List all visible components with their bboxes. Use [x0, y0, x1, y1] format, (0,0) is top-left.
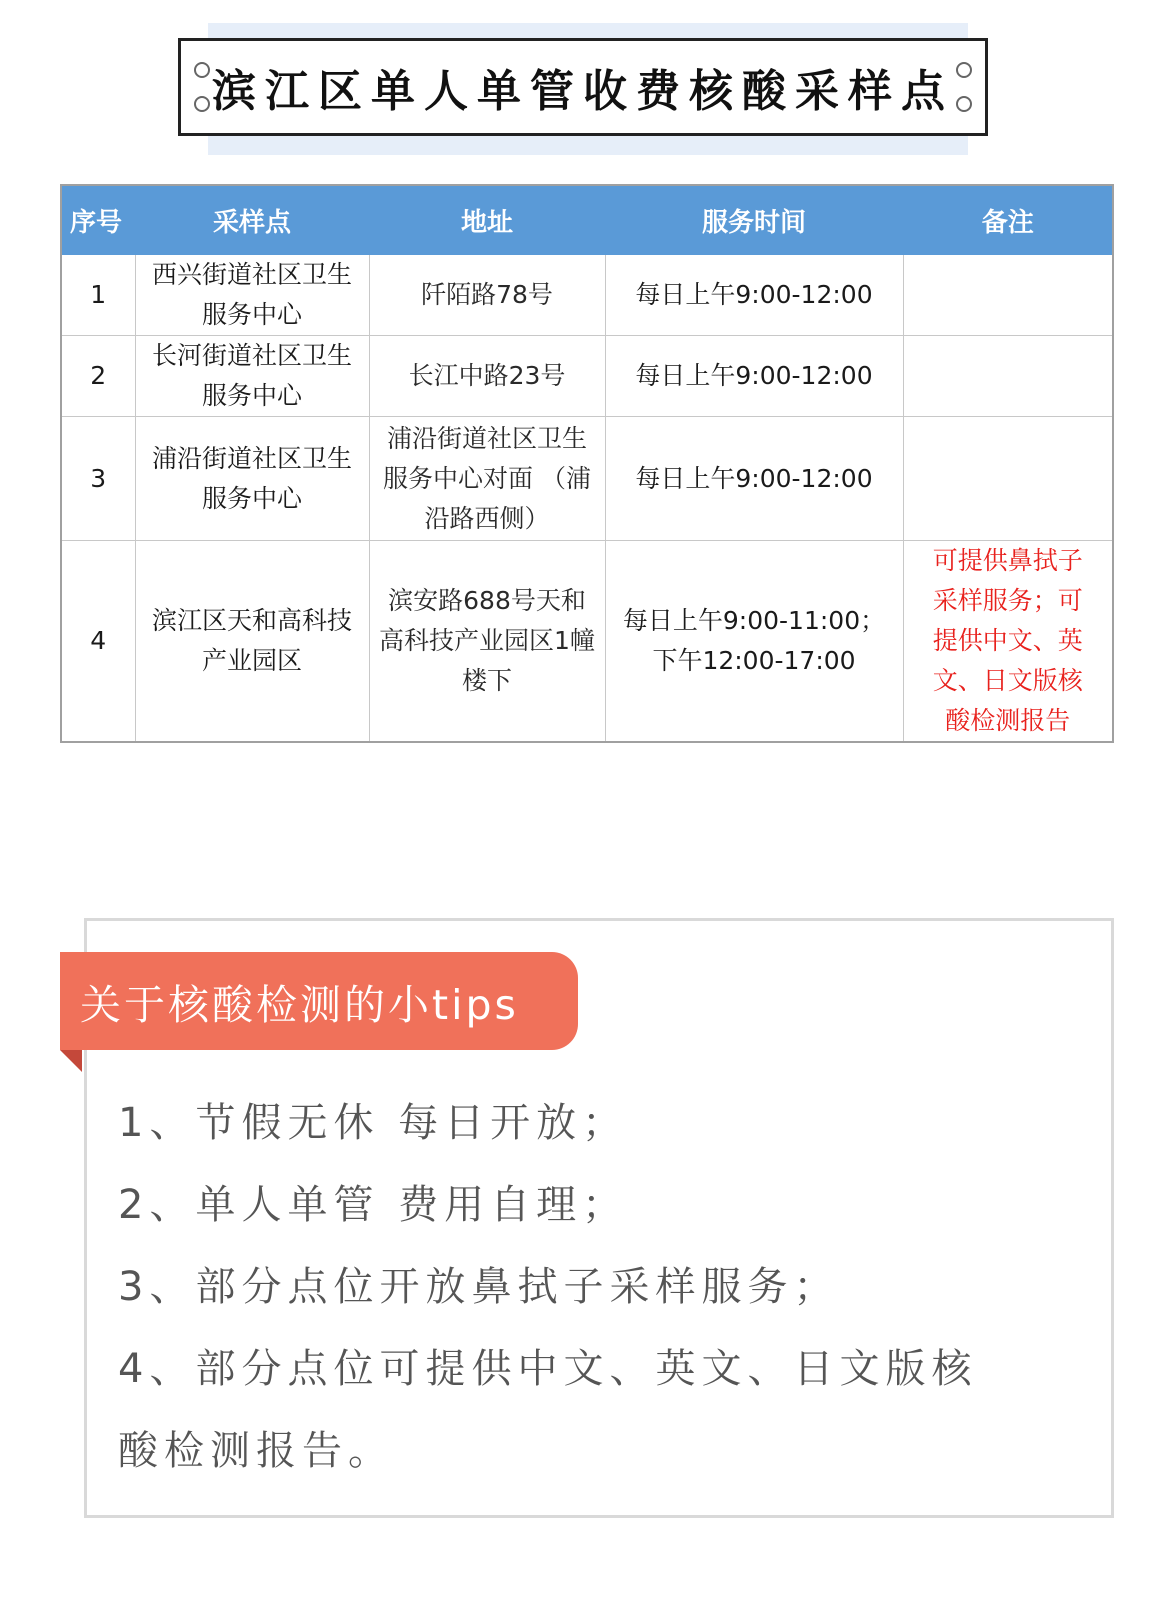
header-index: 序号 — [61, 185, 135, 255]
cell-note — [903, 255, 1113, 336]
cell-index: 4 — [61, 541, 135, 743]
cell-index: 1 — [61, 255, 135, 336]
cell-site — [135, 541, 369, 743]
cell-note-line: 酸检测报告 — [945, 706, 1071, 735]
cell-service-time — [605, 255, 903, 336]
cell-address — [369, 336, 605, 417]
tips-tab-fold — [60, 1050, 82, 1072]
tip-item: 1、节假无休 每日开放； — [118, 1100, 629, 1146]
cell-note-line: 可提供鼻拭子 — [932, 546, 1083, 575]
cell-address-line: 高科技产业园区1幢 — [379, 626, 595, 655]
cell-site — [135, 417, 369, 541]
binder-ring-icon — [194, 62, 210, 78]
cell-service-time — [605, 541, 903, 743]
header-note: 备注 — [903, 185, 1113, 255]
page-title: 滨江区单人单管收费核酸采样点 — [212, 66, 954, 117]
cell-site-line: 服务中心 — [201, 381, 302, 410]
cell-address-line: 楼下 — [461, 666, 512, 695]
table-row — [61, 417, 1113, 541]
cell-site-line: 滨江区天和高科技 — [151, 606, 352, 635]
cell-site-line: 长河街道社区卫生 — [151, 341, 352, 370]
tips-title-tab — [60, 952, 578, 1050]
cell-address-line: 沿路西侧） — [424, 503, 550, 533]
binder-ring-icon — [194, 96, 210, 112]
table-row — [61, 336, 1113, 417]
cell-address-line: 阡陌路78号 — [421, 280, 553, 309]
cell-note-line: 采样服务；可 — [932, 586, 1083, 615]
cell-note — [903, 541, 1113, 743]
binder-ring-icon — [956, 96, 972, 112]
cell-time-line: 每日上午9:00-12:00 — [635, 361, 873, 390]
header-service-time: 服务时间 — [605, 185, 903, 255]
cell-address-line: 服务中心对面 （浦 — [383, 463, 591, 493]
cell-site — [135, 255, 369, 336]
cell-time-line: 下午12:00-17:00 — [652, 646, 856, 675]
cell-index: 3 — [61, 417, 135, 541]
cell-time-line: 每日上午9:00-11:00； — [622, 606, 886, 635]
sampling-sites-table-container — [60, 184, 1112, 743]
header-site: 采样点 — [135, 185, 369, 255]
cell-time-line: 每日上午9:00-12:00 — [635, 280, 873, 309]
tips-title: 关于核酸检测的小tips — [80, 980, 519, 1029]
tip-item: 3、部分点位开放鼻拭子采样服务； — [118, 1264, 840, 1310]
cell-address — [369, 255, 605, 336]
cell-time-line: 每日上午9:00-12:00 — [635, 463, 873, 493]
binder-ring-icon — [956, 62, 972, 78]
cell-site-line: 产业园区 — [201, 646, 302, 675]
tip-item: 酸检测报告。 — [118, 1428, 394, 1474]
tip-item: 2、单人单管 费用自理； — [118, 1182, 629, 1228]
cell-note — [903, 417, 1113, 541]
cell-address — [369, 417, 605, 541]
cell-address — [369, 541, 605, 743]
table-header-row — [61, 185, 1113, 255]
cell-address-line: 浦沿街道社区卫生 — [386, 423, 587, 453]
cell-address-line: 长江中路23号 — [408, 361, 566, 390]
cell-service-time — [605, 336, 903, 417]
sampling-sites-table — [60, 184, 1114, 743]
cell-note — [903, 336, 1113, 417]
tip-item: 4、部分点位可提供中文、英文、日文版核 — [118, 1346, 978, 1392]
table-row — [61, 255, 1113, 336]
cell-index: 2 — [61, 336, 135, 417]
cell-note-line: 文、日文版核 — [932, 666, 1083, 695]
title-banner — [178, 38, 988, 136]
cell-site-line: 服务中心 — [201, 300, 302, 329]
cell-site-line: 浦沿街道社区卫生 — [151, 443, 352, 473]
table-row — [61, 541, 1113, 743]
cell-address-line: 滨安路688号天和 — [388, 586, 586, 615]
cell-note-line: 提供中文、英 — [932, 626, 1083, 655]
cell-site-line: 服务中心 — [201, 483, 302, 513]
tips-list — [118, 1082, 1078, 1492]
header-address: 地址 — [369, 185, 605, 255]
cell-service-time — [605, 417, 903, 541]
cell-site — [135, 336, 369, 417]
cell-site-line: 西兴街道社区卫生 — [151, 260, 352, 289]
